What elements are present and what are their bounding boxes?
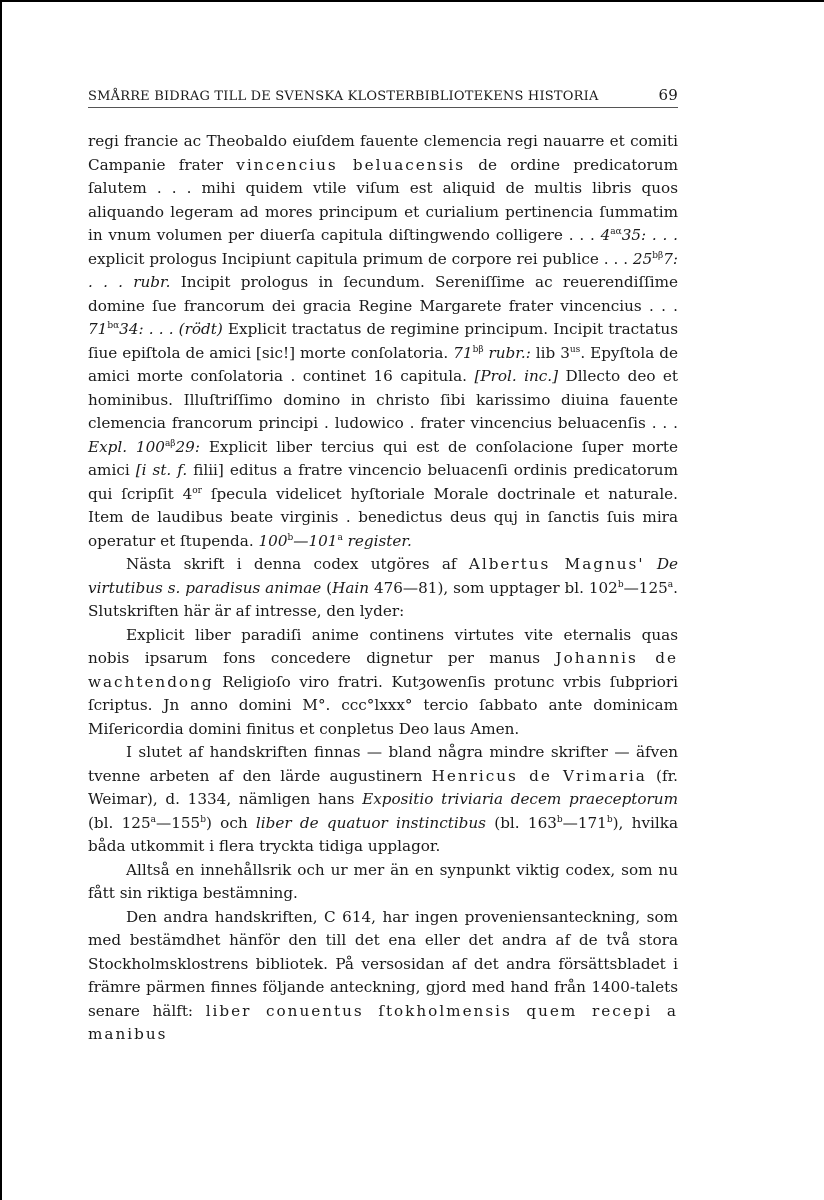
text-run: ), hvilka båda utkommit i flera tryckta tidiga upplagor. [88, 813, 679, 855]
superscript: b [606, 814, 613, 825]
text-run: —125 [623, 578, 668, 597]
italic-text: 25 [632, 249, 653, 268]
text-run: ſpecula videlicet hyſtoriale Morale doctrinale et naturale. Item de laudibus beate virginis . benedictus deus quj in ſanctis ſuis mira operatur et ſtupenda. [88, 484, 678, 550]
italic-text: Expositio triviaria decem praeceptorum [362, 790, 678, 808]
italic-text: Expl. 100 [88, 437, 165, 456]
spaced-text: Johannis de wachtendong [88, 649, 678, 691]
text-run: Incipit prologus in ſecundum. Sereniſſime ac reuerendiſſime domine ſue francorum dei gracia Regine Margarete frater vincencius . . . [88, 273, 678, 315]
text-run: Religioſo viro fratri. Kutȝowenſis protunc vrbis ſubpriori ſcriptus. Jn anno domini M°. ccc°lxxx° tercio ſabbato ante dominicam Miſericordia domini finitus et conpletus Deo laus Amen. [88, 672, 678, 738]
paragraph [88, 741, 678, 859]
text-run: explicit prologus Incipiunt capitula primum de corpore rei publice . . . [88, 249, 633, 268]
text-run: —155 [156, 813, 201, 832]
running-title: SMÅRRE BIDRAG TILL DE SVENSKA KLOSTERBIBLIOTEKENS HISTORIA [88, 89, 599, 104]
text-run: . Epyſtola de amici morte conſolatoria . continet 16 capitula. [88, 343, 678, 385]
italic-text: Hain [332, 578, 370, 597]
italic-text: 4 [600, 226, 611, 244]
paragraph [88, 906, 678, 1047]
text-run: Nästa skrift i denna codex utgöres af [126, 555, 469, 573]
text-run: ) och [205, 813, 256, 832]
spaced-text: liber conuentus ſtokholmensis quem recepi a manibus [88, 1001, 678, 1043]
superscript: a [667, 579, 674, 590]
text-run: Explicit liber paradiſi anime continens virtutes vite eternalis quas nobis ipsarum fons concedere dignetur per manus [88, 625, 678, 667]
scan-top-edge [0, 0, 824, 2]
italic-text: 71 [88, 320, 108, 338]
spaced-text: Henricus de Vrimaria [431, 766, 647, 785]
text-run: Alltså en innehållsrik och ur mer än en synpunkt viktig codex, som nu fått sin riktiga bestämning. [88, 860, 678, 902]
italic-text: 35: . . . [621, 226, 678, 244]
text-run: . Slutskriften här är af intresse, den lyder: [88, 578, 678, 620]
superscript: b [617, 579, 624, 590]
text-run: Explicit tractatus de regimine principum. Incipit tractatus ſiue epiſtola de amici [sic!] morte conſolatoria. [88, 320, 678, 362]
italic-text: 7: . . . rubr. [88, 249, 678, 291]
italic-text: liber de quatuor instinctibus [255, 813, 486, 832]
page-number: 69 [658, 86, 678, 104]
superscript: aα [610, 226, 622, 237]
text-run: (fr. Weimar), d. 1334, nämligen hans [88, 766, 679, 808]
text-run: regi francie ac Theobaldo eiuſdem fauente clemencia regi nauarre et comiti Campanie frater [88, 132, 678, 174]
body-text [88, 130, 678, 1047]
italic-text: De virtutibus s. paradisus animae [88, 555, 678, 597]
text-run: filii] editus a fratre vincencio beluacenſi ordinis predicatorum qui ſcripſit 4 [88, 461, 678, 503]
paragraph [88, 130, 678, 553]
italic-text: —101 [293, 531, 338, 550]
paragraph [88, 624, 678, 742]
superscript: bα [107, 320, 120, 331]
italic-text: [i st. f. [135, 461, 188, 479]
italic-text: 29: [175, 437, 200, 456]
text-run: Explicit liber tercius qui est de conſolacione ſuper morte amici [88, 437, 679, 479]
spaced-text: vincencius beluacensis [236, 155, 466, 174]
text-run: de ordine predicatorum ſalutem . . . mihi quidem vtile viſum est aliquid de multis libris quos aliquando legeram ad mores principum et curialium pertinencia ſummatim in vnum volumen per diuerſa capitula diſtingwendo colligere . . . [88, 155, 678, 244]
superscript: bβ [472, 344, 484, 355]
superscript: aβ [164, 438, 176, 449]
superscript: b [287, 532, 294, 543]
text-run: —171 [562, 813, 607, 832]
text-run: Dllecto deo et hominibus. Illuſtriſſimo domino in christo ſibi karissimo diuina fauente clemencia francorum principi . ludowico . frater vincencius beluacenſis . . . [88, 367, 679, 432]
text-run: (bl. 163 [485, 813, 557, 832]
text-run: lib 3 [530, 343, 570, 362]
scan-left-edge [0, 0, 2, 1200]
superscript: bβ [652, 250, 664, 261]
italic-text: rubr.: [483, 343, 531, 362]
superscript: or [192, 485, 202, 496]
superscript: a [337, 532, 343, 543]
text-run: ( [321, 578, 333, 597]
superscript: b [556, 814, 563, 825]
text-run: 476—81), som upptager bl. 102 [369, 578, 618, 597]
italic-text: 71 [453, 343, 473, 362]
text-run: Den andra handskriften, C 614, har ingen proveniensanteckning, som med bestämdhet hänför den till det ena eller det andra af de två stora Stockholmsklostrens bibliotek. På versosidan af det andra försättsbladet i främre pärmen finnes följande anteckning, gjord med hand från 1400-talets senare hälft: [88, 907, 678, 1020]
italic-text: 100 [258, 531, 288, 550]
spaced-text: Albertus Magnus' [468, 555, 645, 573]
book-page [88, 86, 678, 1047]
superscript: us [569, 344, 581, 355]
superscript: a [150, 814, 156, 825]
italic-text: 34: . . . (rödt) [119, 320, 223, 338]
paragraph [88, 859, 678, 906]
running-header [88, 86, 678, 108]
superscript: b [200, 814, 206, 825]
text-run [645, 555, 657, 573]
italic-text: register. [342, 531, 412, 550]
paragraph [88, 553, 678, 624]
italic-text: [Prol. inc.] [474, 367, 559, 385]
text-run: (bl. 125 [88, 813, 151, 832]
text-run: I slutet af handskriften finnas — bland några mindre skrifter — äfven tvenne arbeten af den lärde augustinern [88, 743, 678, 785]
